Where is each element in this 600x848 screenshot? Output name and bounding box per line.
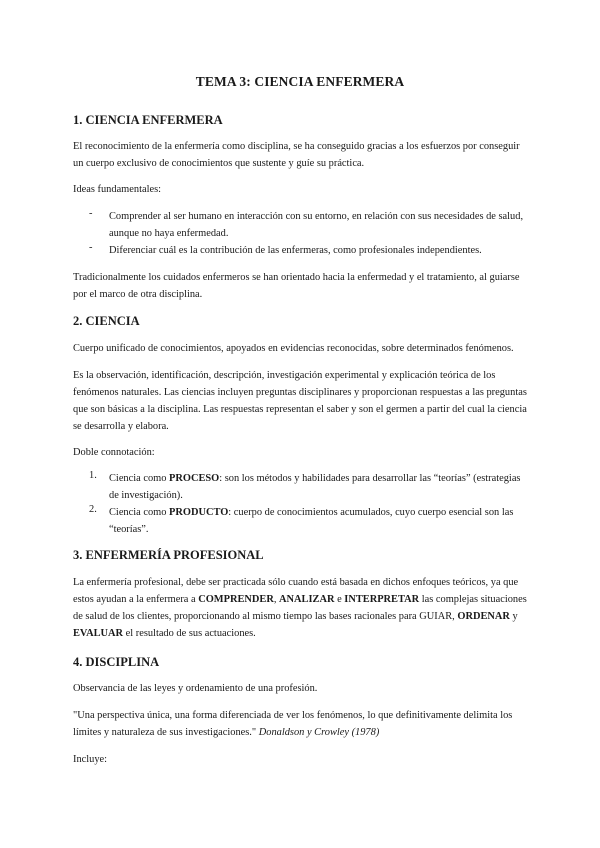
- keyword: ORDENAR: [457, 611, 510, 622]
- keyword: ANALIZAR: [279, 594, 335, 605]
- item-prefix: Ciencia como: [109, 507, 170, 518]
- bullet-marker: -: [89, 242, 93, 253]
- section-heading-ciencia: 2. CIENCIA: [73, 314, 140, 328]
- paragraph: El reconocimiento de la enfermería como disciplina, se ha conseguido gracias a los esfuerzos por conseguir un cuerpo exclusivo de conocimientos que sustente y guíe su práctica.: [73, 141, 520, 169]
- section-heading-ciencia-enfermera: 1. CIENCIA ENFERMERA: [73, 113, 223, 127]
- section-heading-enfermeria-profesional: 3. ENFERMERÍA PROFESIONAL: [73, 548, 264, 562]
- item-keyword: PROCESO: [169, 473, 220, 484]
- list-item: [109, 504, 529, 538]
- doble-connotacion-label: Doble connotación:: [73, 447, 155, 458]
- item-keyword: PRODUCTO: [169, 507, 229, 518]
- text-run: las complejas situaciones de salud de los clientes, proporcionando al mismo tiempo las bases racionales para GUIAR,: [73, 594, 527, 622]
- text-run: La enfermería profesional, debe ser practicada sólo cuando está basada en dichos enfoques teóricos, ya que estos ayudan a la enfermera a: [73, 577, 519, 605]
- paragraph: Observancia de las leyes y ordenamiento de una profesión.: [73, 683, 318, 694]
- list-item: Diferenciar cuál es la contribución de las enfermeras, como profesionales independientes.: [109, 245, 482, 256]
- bullet-marker: -: [89, 208, 93, 219]
- paragraph: [73, 574, 528, 642]
- paragraph: Es la observación, identificación, descripción, investigación experimental y explicación teórica de los fenómenos naturales. Las ciencias incluyen preguntas disciplinares y proporcionan respuestas a las preguntas que son básicas a la disciplina. Las respuestas representan el saber y son el germen a partir del cual la ciencia se desarrolla y elabora.: [73, 370, 527, 432]
- quote-paragraph: [73, 707, 528, 741]
- citation: Donaldson y Crowley (1978): [258, 727, 380, 738]
- text-run: el resultado de sus actuaciones.: [123, 628, 256, 639]
- keyword: COMPRENDER: [198, 594, 274, 605]
- section-heading-disciplina: 4. DISCIPLINA: [73, 655, 160, 669]
- text-run: ,: [273, 594, 280, 605]
- text-run: y: [509, 611, 518, 622]
- list-item: [109, 470, 529, 504]
- item-suffix: : cuerpo de conocimientos acumulados, cuyo cuerpo esencial son las “teorías”.: [109, 507, 514, 535]
- text-run: e: [334, 594, 345, 605]
- ideas-label: Ideas fundamentales:: [73, 184, 161, 195]
- list-number: 1.: [89, 470, 97, 481]
- item-prefix: Ciencia como: [109, 473, 170, 484]
- list-item: Comprender al ser humano en interacción con su entorno, en relación con sus necesidades de salud, aunque no haya enfermedad.: [109, 211, 524, 239]
- item-suffix: : son los métodos y habilidades para desarrollar las “teorías” (estrategias de investigación).: [109, 473, 521, 501]
- paragraph: Cuerpo unificado de conocimientos, apoyados en evidencias reconocidas, sobre determinados fenómenos.: [73, 343, 514, 354]
- paragraph: Tradicionalmente los cuidados enfermeros se han orientado hacia la enfermedad y el tratamiento, al guiarse por el marco de otra disciplina.: [73, 272, 520, 300]
- document-title: TEMA 3: CIENCIA ENFERMERA: [195, 74, 405, 89]
- keyword: EVALUAR: [73, 628, 124, 639]
- incluye-label: Incluye:: [73, 754, 108, 765]
- quote-text: "Una perspectiva única, una forma diferenciada de ver los fenómenos, lo que definitivamente delimita los límites y naturaleza de sus investigaciones.": [73, 710, 513, 738]
- list-number: 2.: [89, 504, 97, 515]
- keyword: INTERPRETAR: [344, 594, 420, 605]
